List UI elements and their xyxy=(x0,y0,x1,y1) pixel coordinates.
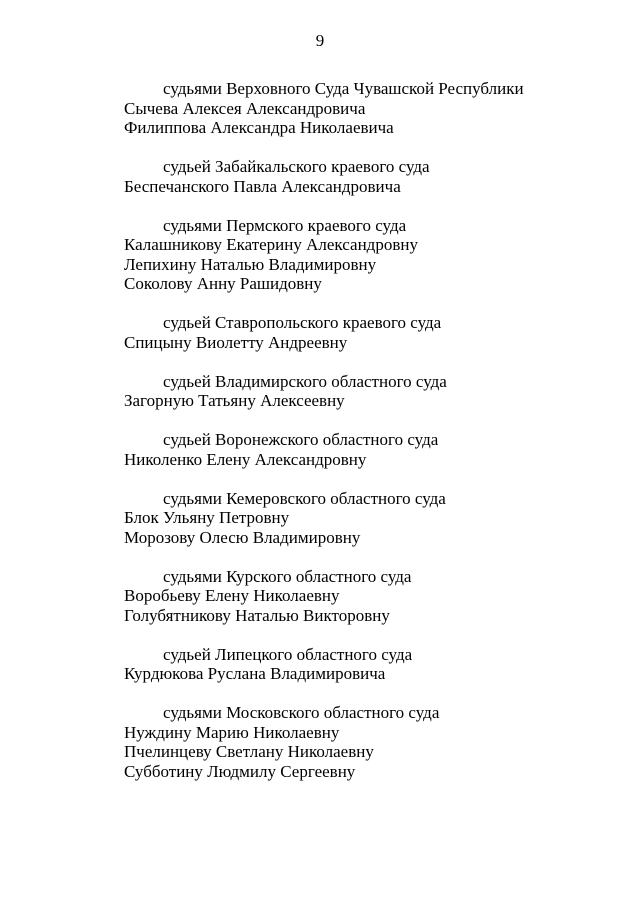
court-section xyxy=(124,489,624,548)
judge-name: Спицыну Виолетту Андреевну xyxy=(124,332,348,352)
judge-name: Лепихину Наталью Владимировну xyxy=(124,254,377,274)
court-heading: судьями Верховного Суда Чувашской Республики xyxy=(163,79,524,98)
court-heading: судьей Воронежского областного суда xyxy=(163,430,439,449)
court-heading: судьей Забайкальского краевого суда xyxy=(163,157,430,176)
court-heading: судьей Владимирского областного суда xyxy=(163,371,447,391)
court-heading: судьями Кемеровского областного суда xyxy=(163,488,446,508)
document-body xyxy=(124,79,624,801)
judge-name: Калашникову Екатерину Александровну xyxy=(124,235,418,254)
court-section xyxy=(124,157,624,196)
court-heading: судьями Курского областного суда xyxy=(163,566,412,586)
judge-name: Сычева Алексея Александровича xyxy=(124,98,366,118)
judge-name: Голубятникову Наталью Викторовну xyxy=(124,605,390,625)
judge-name: Нуждину Марию Николаевну xyxy=(124,722,340,742)
judge-name: Беспечанского Павла Александровича xyxy=(124,176,401,196)
court-heading: судьей Ставропольского краевого суда xyxy=(163,313,442,332)
court-section xyxy=(124,430,624,469)
court-section xyxy=(124,216,624,294)
page-number: 9 xyxy=(315,31,325,50)
judge-name: Субботину Людмилу Сергеевну xyxy=(124,761,356,781)
judge-name: Курдюкова Руслана Владимировича xyxy=(124,664,386,683)
court-section xyxy=(124,703,624,781)
judge-name: Пчелинцеву Светлану Николаевну xyxy=(124,742,374,761)
judge-name: Филиппова Александра Николаевича xyxy=(124,118,394,137)
court-section xyxy=(124,645,624,684)
judge-name: Николенко Елену Александровну xyxy=(124,449,367,469)
judge-name: Морозову Олесю Владимировну xyxy=(124,527,361,547)
court-section xyxy=(124,372,624,411)
judge-name: Соколову Анну Рашидовну xyxy=(124,274,322,293)
judge-name: Воробьеву Елену Николаевну xyxy=(124,586,340,605)
court-section xyxy=(124,313,624,352)
judge-name: Блок Ульяну Петровну xyxy=(124,508,290,527)
court-section xyxy=(124,567,624,626)
court-heading: судьями Московского областного суда xyxy=(163,703,440,722)
court-heading: судьей Липецкого областного суда xyxy=(163,644,413,664)
court-section xyxy=(124,79,624,138)
judge-name: Загорную Татьяну Алексеевну xyxy=(124,391,345,410)
court-heading: судьями Пермского краевого суда xyxy=(163,215,407,235)
